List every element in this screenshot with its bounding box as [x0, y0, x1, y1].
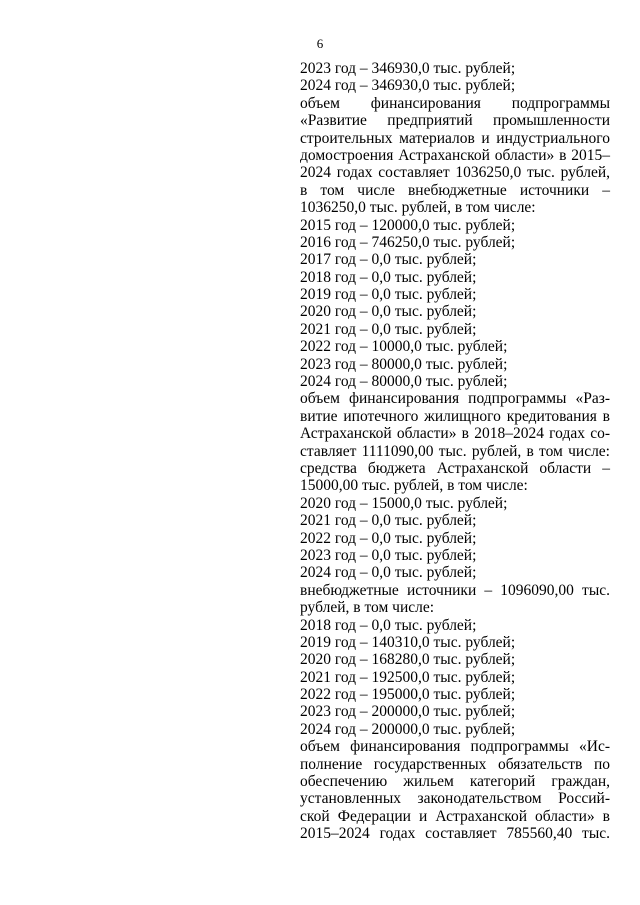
text-line: 2021 год – 0,0 тыс. рублей;	[300, 320, 477, 338]
text-line: обеспечению жильем категорий граждан,	[300, 773, 610, 791]
text-line: объем финансирования подпрограммы «Раз-	[300, 390, 610, 408]
text-line: 2023 год – 346930,0 тыс. рублей;	[300, 60, 516, 77]
text-line: полнение государственных обязательств по	[300, 755, 610, 773]
page-number: 6	[316, 36, 324, 51]
text-line: 15000,00 тыс. рублей, в том числе:	[300, 477, 528, 495]
text-line: Астраханской области» в 2018–2024 годах со-	[300, 425, 610, 443]
text-line: 2016 год – 746250,0 тыс. рублей;	[300, 233, 516, 251]
text-line: объем финансирования подпрограммы	[300, 94, 610, 112]
text-line: 2024 год – 0,0 тыс. рублей;	[300, 564, 477, 582]
text-line: 2023 год – 200000,0 тыс. рублей;	[300, 703, 516, 721]
text-line: 2021 год – 0,0 тыс. рублей;	[300, 512, 477, 530]
text-line: в том числе внебюджетные источники –	[300, 181, 610, 199]
text-line: 2020 год – 0,0 тыс. рублей;	[300, 303, 477, 321]
text-line: 2019 год – 140310,0 тыс. рублей;	[300, 633, 516, 651]
text-line: 2020 год – 168280,0 тыс. рублей;	[300, 651, 516, 669]
text-line: 2021 год – 192500,0 тыс. рублей;	[300, 668, 516, 686]
text-line: 2023 год – 80000,0 тыс. рублей;	[300, 355, 508, 373]
text-line: 2019 год – 0,0 тыс. рублей;	[300, 286, 477, 304]
text-line: 2018 год – 0,0 тыс. рублей;	[300, 616, 477, 634]
text-line: 2024 годах составляет 1036250,0 тыс. рублей,	[300, 164, 610, 182]
text-line: установленных законодательством Россий-	[300, 790, 610, 808]
text-line: 2022 год – 195000,0 тыс. рублей;	[300, 686, 516, 704]
text-line: 2018 год – 0,0 тыс. рублей;	[300, 268, 477, 286]
text-line: 2024 год – 80000,0 тыс. рублей;	[300, 373, 508, 391]
text-line: 1036250,0 тыс. рублей, в том числе:	[300, 199, 536, 217]
text-line: 2022 год – 10000,0 тыс. рублей;	[300, 338, 508, 356]
text-line: 2020 год – 15000,0 тыс. рублей;	[300, 494, 508, 512]
text-line: средства бюджета Астраханской области –	[300, 459, 610, 477]
text-line: 2015 год – 120000,0 тыс. рублей;	[300, 216, 516, 234]
text-line: 2015–2024 годах составляет 785560,40 тыс.	[300, 825, 610, 843]
text-line: объем финансирования подпрограммы «Ис-	[300, 738, 610, 756]
text-line: 2024 год – 346930,0 тыс. рублей;	[300, 77, 516, 95]
text-line: ставляет 1111090,00 тыс. рублей, в том числе:	[300, 442, 610, 460]
text-line: 2024 год – 200000,0 тыс. рублей;	[300, 720, 516, 738]
text-line: домостроения Астраханской области» в 2015–	[300, 146, 610, 164]
text-line: ской Федерации и Астраханской области» в	[300, 807, 610, 825]
text-line: строительных материалов и индустриального	[300, 129, 610, 147]
text-line: «Развитие предприятий промышленности	[300, 112, 610, 130]
text-line: внебюджетные источники – 1096090,00 тыс.	[300, 581, 610, 599]
text-line: 2023 год – 0,0 тыс. рублей;	[300, 546, 477, 564]
text-line: рублей, в том числе:	[300, 599, 435, 617]
text-line: 2022 год – 0,0 тыс. рублей;	[300, 529, 477, 547]
text-line: 2017 год – 0,0 тыс. рублей;	[300, 251, 477, 269]
document-text-column	[300, 60, 610, 843]
text-line: витие ипотечного жилищного кредитования в	[300, 407, 610, 425]
